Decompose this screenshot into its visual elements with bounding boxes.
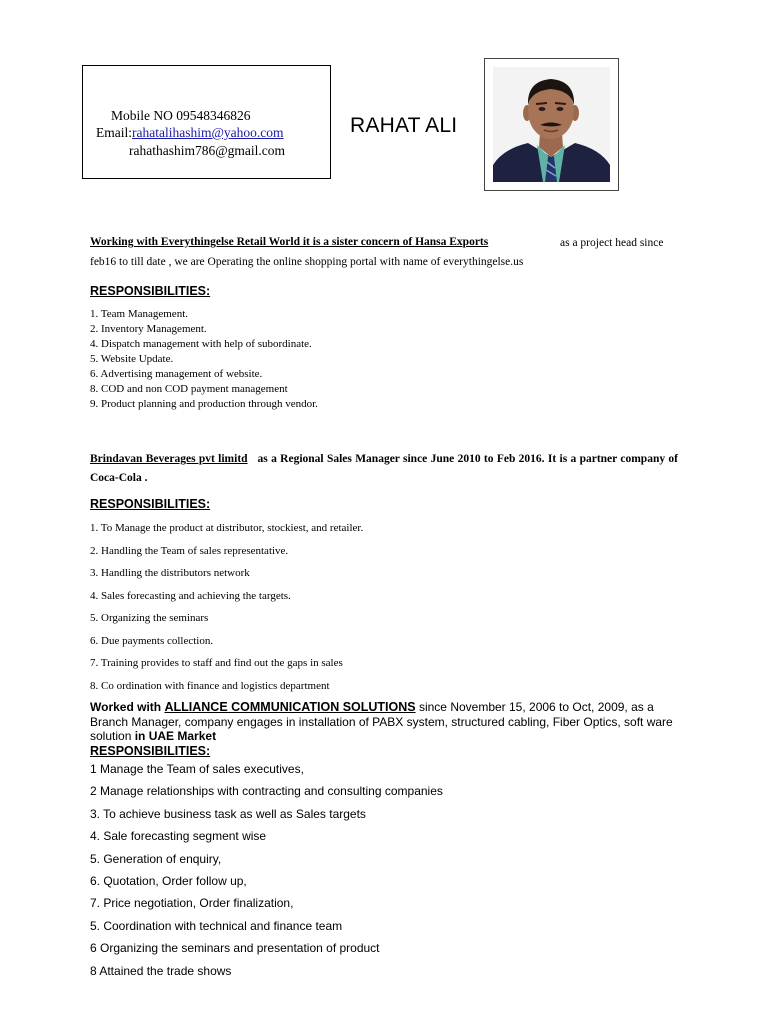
email-secondary: rahathashim786@gmail.com — [129, 143, 286, 158]
list-item: 8. COD and non COD payment management — [90, 383, 288, 395]
profile-photo — [493, 67, 610, 182]
job3-market: in UAE Market — [134, 729, 217, 743]
job1-description: feb16 to till date , we are Operating the online shopping portal with name of everythingelse.us — [90, 256, 524, 268]
portrait-image — [493, 67, 610, 182]
contact-box — [82, 65, 331, 179]
job2-company: Brindavan Beverages pvt limitd — [90, 453, 248, 465]
list-item: 1. To Manage the product at distributor, stockiest, and retailer. — [90, 522, 364, 534]
list-item: 5. Coordination with technical and finance team — [90, 918, 343, 933]
list-item: 4. Sale forecasting segment wise — [90, 829, 267, 844]
job1-role: as a project head since — [560, 237, 664, 249]
profile-photo-frame — [484, 58, 619, 191]
list-item: 4. Sales forecasting and achieving the targets. — [90, 589, 291, 602]
job1-responsibilities-list — [90, 307, 318, 412]
job2-responsibilities-heading: RESPONSIBILITIES: — [90, 497, 211, 511]
mobile-number: Mobile NO 09548346826 — [111, 108, 251, 123]
email-line — [96, 125, 284, 141]
list-item: 3. To achieve business task as well as Sales targets — [90, 806, 366, 821]
job2-description: as a Regional Sales Manager since June 2010 to Feb 2016. It is a partner company of Coca-Cola . — [90, 453, 678, 484]
job1-responsibilities-heading: RESPONSIBILITIES: — [90, 284, 211, 298]
list-item: 2. Inventory Management. — [90, 323, 207, 335]
list-item: 1. Team Management. — [90, 308, 188, 320]
list-item: 1 Manage the Team of sales executives, — [90, 762, 304, 776]
list-item: 6 Organizing the seminars and presentation of product — [90, 941, 380, 956]
job1-title: Working with Everythingelse Retail World it is a sister concern of Hansa Exports — [90, 236, 489, 248]
list-item: 7. Price negotiation, Order finalization, — [90, 896, 294, 911]
list-item: 5. Website Update. — [90, 353, 174, 365]
list-item: 5. Generation of enquiry, — [90, 851, 222, 866]
list-item: 8 Attained the trade shows — [90, 963, 232, 978]
job3-intro — [90, 700, 680, 744]
job3-prefix: Worked with — [90, 700, 162, 714]
list-item: 8. Co ordination with finance and logistics department — [90, 679, 330, 692]
list-item: 9. Product planning and production through vendor. — [90, 398, 318, 410]
job3-responsibilities-list — [90, 761, 443, 985]
email-label: Email: — [96, 125, 132, 140]
list-item: 2. Handling the Team of sales representative. — [90, 544, 289, 557]
list-item: 2 Manage relationships with contracting and consulting companies — [90, 784, 443, 799]
email-link-primary[interactable]: rahatalihashim@yahoo.com — [132, 125, 284, 140]
candidate-name: RAHAT ALI — [350, 114, 458, 137]
list-item: 7. Training provides to staff and find out the gaps in sales — [90, 657, 343, 669]
list-item: 4. Dispatch management with help of subordinate. — [90, 338, 312, 350]
job3-description: since November 15, 2006 to Oct, 2009, as a Branch Manager, company engages in installation of PABX system, structured cabling, Fiber Optics, soft ware solution — [90, 700, 673, 743]
list-item: 6. Advertising management of website. — [90, 368, 263, 380]
job2-responsibilities-list — [90, 521, 363, 701]
list-item: 6. Due payments collection. — [90, 634, 214, 647]
job3-company: ALLIANCE COMMUNICATION SOLUTIONS — [164, 700, 416, 714]
list-item: 6. Quotation, Order follow up, — [90, 873, 247, 888]
job2-intro — [90, 450, 678, 488]
list-item: 3. Handling the distributors network — [90, 567, 250, 579]
job3-responsibilities-heading: RESPONSIBILITIES: — [90, 744, 211, 758]
list-item: 5. Organizing the seminars — [90, 612, 209, 624]
